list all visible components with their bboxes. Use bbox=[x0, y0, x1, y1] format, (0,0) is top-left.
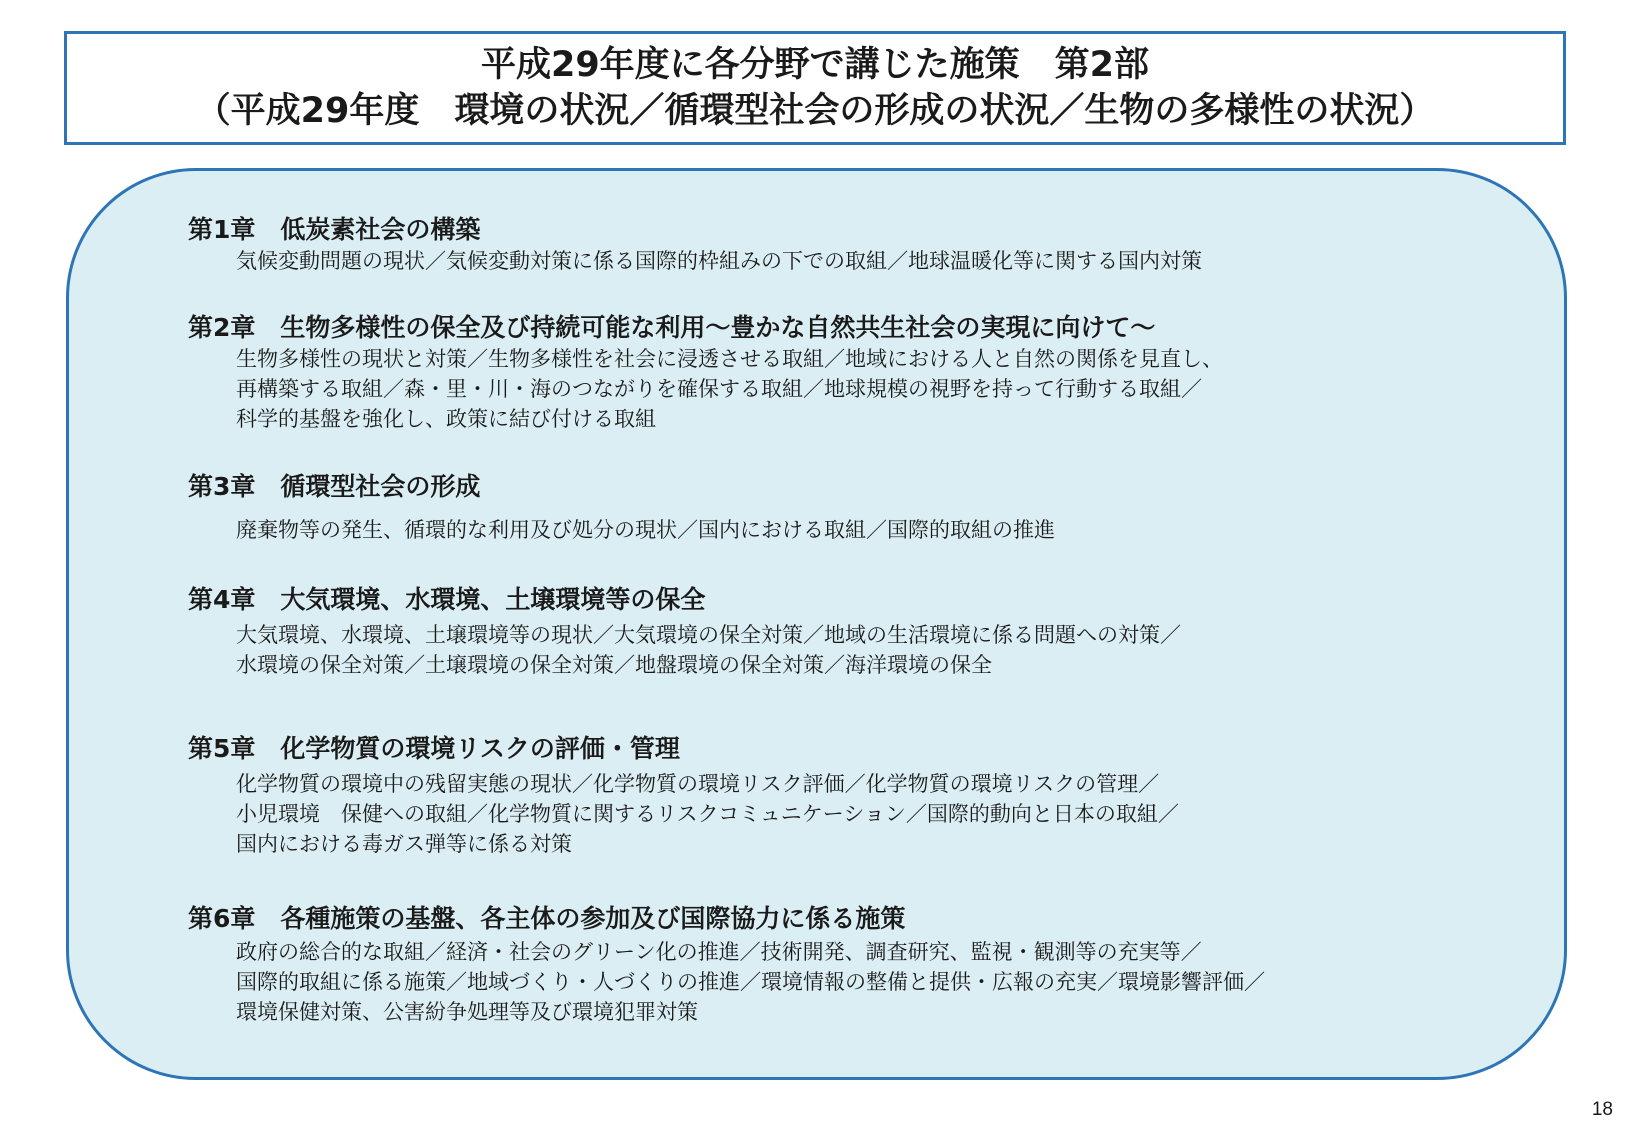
chapter-description bbox=[236, 937, 1265, 1027]
chapter-description-line: 大気環境、水環境、土壌環境等の現状／大気環境の保全対策／地域の生活環境に係る問題への対策／ bbox=[236, 623, 1181, 647]
chapter-description-line: 政府の総合的な取組／経済・社会のグリーン化の推進／技術開発、調査研究、監視・観測等の充実等／ bbox=[236, 940, 1202, 964]
chapter-5 bbox=[188, 733, 1179, 859]
chapter-description-line: 環境保健対策、公害紛争処理等及び環境犯罪対策 bbox=[236, 1000, 698, 1024]
chapter-description bbox=[236, 246, 1202, 276]
chapter-3 bbox=[188, 471, 1055, 545]
chapter-description-line: 小児環境 保健への取組／化学物質に関するリスクコミュニケーション／国際的動向と日本の取組／ bbox=[236, 802, 1179, 826]
chapter-description bbox=[236, 620, 1181, 680]
chapter-heading: 第1章 低炭素社会の構築 bbox=[188, 215, 481, 244]
chapter-1 bbox=[188, 214, 1202, 276]
chapter-description-line: 廃棄物等の発生、循環的な利用及び処分の現状／国内における取組／国際的取組の推進 bbox=[236, 518, 1055, 542]
chapter-description-line: 国際的取組に係る施策／地域づくり・人づくりの推進／環境情報の整備と提供・広報の充実／環境影響評価／ bbox=[236, 970, 1265, 994]
chapter-description bbox=[236, 344, 1223, 434]
chapter-4 bbox=[188, 584, 1181, 680]
chapter-description-line: 気候変動問題の現状／気候変動対策に係る国際的枠組みの下での取組／地球温暖化等に関する国内対策 bbox=[236, 249, 1202, 273]
chapter-heading: 第3章 循環型社会の形成 bbox=[188, 472, 481, 501]
title-line-1: 平成29年度に各分野で講じた施策 第2部 bbox=[480, 45, 1150, 85]
chapter-heading: 第6章 各種施策の基盤、各主体の参加及び国際協力に係る施策 bbox=[188, 904, 906, 933]
title-line-2: （平成29年度 環境の状況／循環型社会の形成の状況／生物の多様性の状況） bbox=[195, 91, 1435, 131]
chapter-description-line: 生物多様性の現状と対策／生物多様性を社会に浸透させる取組／地域における人と自然の関係を見直し、 bbox=[236, 347, 1223, 371]
chapter-description bbox=[236, 515, 1055, 545]
chapter-description-line: 化学物質の環境中の残留実態の現状／化学物質の環境リスク評価／化学物質の環境リスクの管理／ bbox=[236, 772, 1160, 796]
title-box bbox=[64, 31, 1566, 145]
chapter-2 bbox=[188, 312, 1223, 434]
chapter-heading: 第5章 化学物質の環境リスクの評価・管理 bbox=[188, 734, 680, 763]
chapter-heading: 第2章 生物多様性の保全及び持続可能な利用～豊かな自然共生社会の実現に向けて～ bbox=[188, 313, 1156, 342]
chapter-description-line: 科学的基盤を強化し、政策に結び付ける取組 bbox=[236, 407, 656, 431]
chapter-heading: 第4章 大気環境、水環境、土壌環境等の保全 bbox=[188, 585, 706, 614]
chapter-description-line: 再構築する取組／森・里・川・海のつながりを確保する取組／地球規模の視野を持って行動する取組／ bbox=[236, 377, 1202, 401]
chapter-description-line: 水環境の保全対策／土壌環境の保全対策／地盤環境の保全対策／海洋環境の保全 bbox=[236, 653, 992, 677]
chapter-description bbox=[236, 769, 1179, 859]
chapter-6 bbox=[188, 903, 1265, 1027]
page-number: 18 bbox=[1591, 1099, 1613, 1120]
chapter-description-line: 国内における毒ガス弾等に係る対策 bbox=[236, 832, 572, 856]
